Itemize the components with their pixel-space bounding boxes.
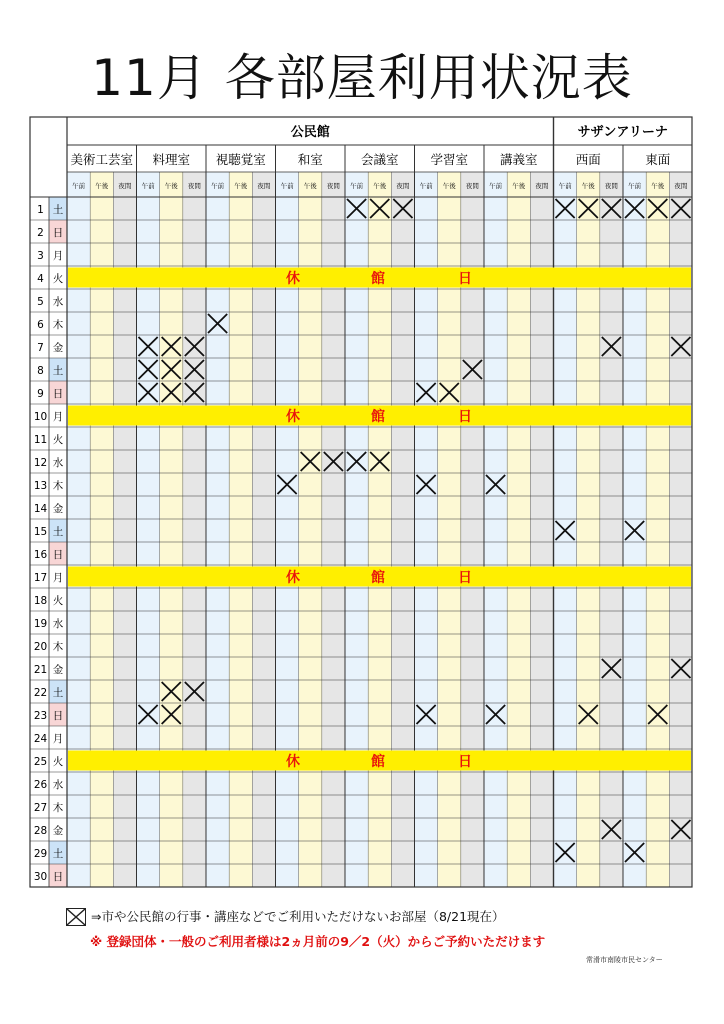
weekday-label: 火 <box>52 756 64 768</box>
weekday-label: 金 <box>52 342 64 354</box>
day-number: 9 <box>37 388 44 400</box>
slot-header: 午前 <box>419 182 433 190</box>
day-number: 21 <box>33 664 48 676</box>
slot-header: 午前 <box>211 182 225 190</box>
slot-header: 午後 <box>164 182 178 190</box>
slot-header: 午前 <box>628 182 642 190</box>
room-header: 東面 <box>645 152 671 167</box>
weekday-label: 火 <box>52 595 64 607</box>
day-number: 28 <box>33 825 48 837</box>
weekday-label: 金 <box>52 825 64 837</box>
day-number: 25 <box>33 756 48 768</box>
room-header: 視聴覚室 <box>215 152 266 167</box>
closed-day-label: 日 <box>458 271 472 287</box>
room-header: 学習室 <box>430 152 469 167</box>
day-number: 24 <box>33 733 48 745</box>
day-number: 5 <box>37 296 44 308</box>
day-number: 22 <box>33 687 48 699</box>
day-number: 27 <box>33 802 48 814</box>
weekday-label: 金 <box>52 503 64 515</box>
room-header: 美術工芸室 <box>70 152 134 167</box>
weekday-label: 木 <box>52 802 64 814</box>
publisher-credit: 常滑市南陵市民センター <box>586 956 663 964</box>
slot-header: 午後 <box>651 182 665 190</box>
closed-day-label: 日 <box>458 570 472 586</box>
room-header: 講義室 <box>499 152 538 167</box>
slot-header: 午前 <box>141 182 155 190</box>
weekday-label: 月 <box>52 733 64 745</box>
day-number: 6 <box>37 319 44 331</box>
weekday-label: 火 <box>52 434 64 446</box>
slot-header: 午後 <box>234 182 248 190</box>
weekday-label: 水 <box>52 618 64 630</box>
group-header-kominkan: 公民館 <box>290 125 330 140</box>
slot-header: 夜間 <box>118 182 132 190</box>
legend-text: ⇒市や公民館の行事・講座などでご利用いただけないお部屋（8/21現在） <box>91 909 505 924</box>
room-header: 料理室 <box>152 152 191 167</box>
weekday-label: 水 <box>52 296 64 308</box>
weekday-label: 木 <box>52 480 64 492</box>
weekday-label: 日 <box>52 871 64 883</box>
weekday-label: 月 <box>52 572 64 584</box>
reservation-notice: ※ 登録団体・一般のご利用者様は2ヵ月前の9／2（火）からご予約いただけます <box>90 934 546 949</box>
closed-day-label: 館 <box>371 271 385 287</box>
weekday-label: 土 <box>52 365 64 377</box>
slot-header: 夜間 <box>535 182 549 190</box>
slot-header: 夜間 <box>674 182 688 190</box>
closed-day-label: 休 <box>286 409 300 425</box>
room-header: 会議室 <box>360 152 399 167</box>
weekday-label: 土 <box>52 687 64 699</box>
closed-day-label: 休 <box>286 754 300 770</box>
weekday-label: 火 <box>52 273 64 285</box>
day-number: 26 <box>33 779 48 791</box>
day-number: 4 <box>37 273 44 285</box>
day-number: 8 <box>37 365 44 377</box>
weekday-label: 土 <box>52 848 64 860</box>
day-number: 29 <box>33 848 48 860</box>
weekday-label: 月 <box>52 411 64 423</box>
weekday-label: 水 <box>52 457 64 469</box>
weekday-label: 金 <box>52 664 64 676</box>
day-number: 19 <box>33 618 48 630</box>
room-header: 和室 <box>297 152 323 167</box>
room-header: 西面 <box>575 152 601 167</box>
day-number: 17 <box>33 572 48 584</box>
day-number: 11 <box>33 434 48 446</box>
slot-header: 午前 <box>72 182 86 190</box>
closed-day-label: 館 <box>371 409 385 425</box>
page-title: 11月 各部屋利用状況表 <box>91 49 633 107</box>
day-number: 16 <box>33 549 48 561</box>
weekday-label: 日 <box>52 227 64 239</box>
weekday-label: 土 <box>52 526 64 538</box>
weekday-label: 水 <box>52 779 64 791</box>
day-number: 1 <box>37 204 44 216</box>
unavailable-mark-icon <box>66 908 86 926</box>
weekday-label: 月 <box>52 250 64 262</box>
slot-header: 午前 <box>558 182 572 190</box>
day-number: 10 <box>33 411 48 423</box>
slot-header: 夜間 <box>396 182 410 190</box>
slot-header: 午後 <box>95 182 109 190</box>
day-number: 14 <box>33 503 48 515</box>
day-number: 23 <box>33 710 48 722</box>
weekday-label: 日 <box>52 388 64 400</box>
slot-header: 夜間 <box>326 182 340 190</box>
closed-day-label: 館 <box>371 754 385 770</box>
weekday-label: 木 <box>52 641 64 653</box>
day-number: 18 <box>33 595 48 607</box>
weekday-label: 土 <box>52 204 64 216</box>
day-number: 2 <box>37 227 44 239</box>
closed-day-label: 日 <box>458 409 472 425</box>
weekday-label: 日 <box>52 710 64 722</box>
day-number: 3 <box>37 250 44 262</box>
slot-header: 午前 <box>489 182 503 190</box>
day-number: 30 <box>33 871 48 883</box>
day-number: 20 <box>33 641 48 653</box>
group-header-southern-arena: サザンアリーナ <box>577 125 668 140</box>
day-number: 12 <box>33 457 48 469</box>
slot-header: 午後 <box>303 182 317 190</box>
slot-header: 午後 <box>442 182 456 190</box>
slot-header: 午後 <box>512 182 526 190</box>
day-number: 15 <box>33 526 48 538</box>
weekday-label: 日 <box>52 549 64 561</box>
slot-header: 午後 <box>373 182 387 190</box>
slot-header: 夜間 <box>465 182 479 190</box>
closed-day-label: 日 <box>458 754 472 770</box>
day-number: 7 <box>37 342 44 354</box>
closed-day-label: 館 <box>371 570 385 586</box>
weekday-label: 木 <box>52 319 64 331</box>
slot-header: 午前 <box>350 182 364 190</box>
closed-day-label: 休 <box>286 271 300 287</box>
day-number: 13 <box>33 480 48 492</box>
closed-day-label: 休 <box>286 570 300 586</box>
slot-header: 夜間 <box>187 182 201 190</box>
slot-header: 夜間 <box>257 182 271 190</box>
slot-header: 夜間 <box>604 182 618 190</box>
slot-header: 午後 <box>581 182 595 190</box>
slot-header: 午前 <box>280 182 294 190</box>
